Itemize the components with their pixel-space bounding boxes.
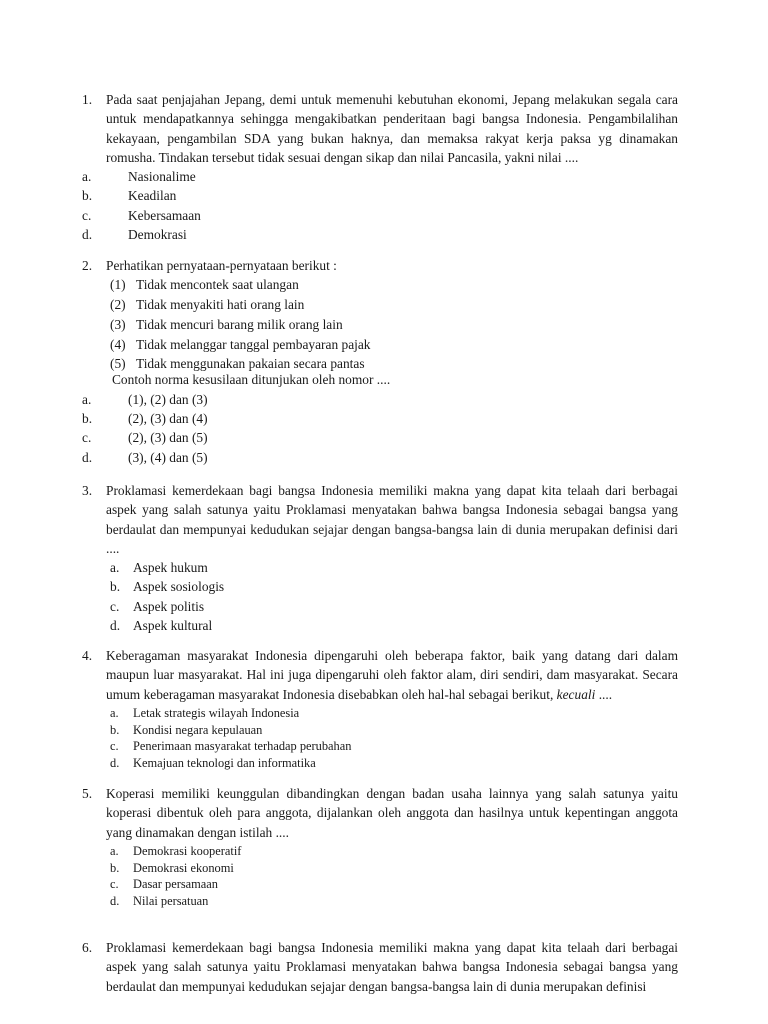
option-list [110, 704, 678, 771]
question-6 [82, 938, 678, 996]
option-letter: b. [82, 188, 93, 204]
statement-number: (4) [110, 336, 126, 352]
option-letter: b. [110, 722, 120, 737]
option-letter: b. [110, 579, 121, 595]
question-number: 6. [82, 940, 93, 955]
option-text: Aspek hukum [133, 560, 208, 576]
question-prompt: Contoh norma kesusilaan ditunjukan oleh nomor .... [112, 372, 391, 388]
statement-number: (5) [110, 356, 126, 372]
option-text: Penerimaan masyarakat terhadap perubahan [133, 739, 352, 754]
option-letter: c. [82, 430, 92, 446]
question-2 [82, 256, 678, 467]
statement-text: Tidak mencontek saat ulangan [136, 277, 299, 293]
option-text: Kebersamaan [128, 207, 201, 223]
option-d [82, 225, 678, 244]
statement-item [82, 315, 678, 335]
option-b [110, 577, 678, 596]
option-letter: a. [110, 843, 119, 858]
question-1 [82, 90, 678, 244]
option-text: Aspek sosiologis [133, 579, 225, 595]
option-list [82, 167, 678, 244]
option-letter: a. [82, 391, 92, 407]
option-letter: a. [82, 169, 92, 185]
option-letter: c. [110, 877, 119, 892]
option-c [110, 597, 678, 616]
option-text: Dasar persamaan [133, 877, 218, 892]
option-a [82, 390, 678, 409]
option-text: Nasionalime [128, 169, 196, 185]
question-4 [82, 646, 678, 771]
option-a [110, 558, 678, 577]
statement-text: Tidak menyakiti hati orang lain [136, 297, 305, 313]
option-letter: c. [82, 207, 92, 223]
question-text: Proklamasi kemerdekaan bagi bangsa Indonesia memiliki makna yang dapat kita telaah dari berbagai aspek yang salah satunya yaitu Proklamasi menyatakan bahwa bangsa Indonesia sebagai bangsa yang berdaulat dan mempunyai kedudukan sejajar dengan bangsa-bangsa lain di dunia merupakan definisi dari .... [106, 483, 678, 556]
question-text [106, 646, 678, 704]
statement-item [82, 275, 678, 295]
option-text: Aspek politis [133, 598, 205, 614]
option-text: Aspek kultural [133, 618, 213, 634]
question-emphasis: kecuali [556, 686, 596, 702]
option-d [110, 616, 678, 635]
statement-list [82, 275, 678, 370]
option-letter: c. [110, 598, 120, 614]
option-letter: c. [110, 739, 119, 754]
question-text: Perhatikan pernyataan-pernyataan berikut : [106, 258, 337, 273]
option-text: Nilai persatuan [133, 894, 209, 909]
option-b [110, 721, 678, 738]
statement-number: (3) [110, 316, 126, 332]
question-3 [82, 481, 678, 635]
option-letter: b. [82, 411, 93, 427]
statement-number: (1) [110, 277, 126, 293]
option-text: Kondisi negara kepulauan [133, 722, 263, 737]
question-number: 5. [82, 786, 93, 801]
statement-number: (2) [110, 297, 126, 313]
option-text: (2), (3) dan (5) [128, 430, 208, 446]
statement-text: Tidak menggunakan pakaian secara pantas [136, 356, 365, 372]
option-text: Demokrasi ekonomi [133, 860, 234, 875]
option-letter: a. [110, 705, 119, 720]
option-letter: d. [110, 618, 121, 634]
option-letter: d. [82, 449, 93, 465]
statement-item [82, 295, 678, 315]
option-a [82, 167, 678, 186]
option-letter: d. [82, 227, 93, 243]
statement-text: Tidak melanggar tanggal pembayaran pajak [136, 336, 371, 352]
question-body: Keberagaman masyarakat Indonesia dipengaruhi oleh beberapa faktor, baik yang datang dari dalam maupun luar masyarakat. Hal ini juga dipengaruhi oleh faktor alam, diri sendiri, dam masyarakat. Secara umum keberagaman masyarakat Indonesia disebabkan oleh hal-hal sebagai berikut, [106, 648, 678, 702]
option-c [110, 737, 678, 754]
option-c [82, 206, 678, 225]
question-number: 3. [82, 483, 93, 498]
option-text: (2), (3) dan (4) [128, 411, 208, 427]
option-b [82, 409, 678, 428]
question-suffix: .... [595, 686, 613, 702]
option-text: Demokrasi kooperatif [133, 843, 242, 858]
option-a [110, 704, 678, 721]
option-letter: a. [110, 560, 120, 576]
option-list [110, 558, 678, 635]
option-letter: d. [110, 756, 120, 771]
statement-item [82, 354, 678, 370]
option-list [110, 842, 678, 909]
option-text: (3), (4) dan (5) [128, 449, 208, 465]
question-5 [82, 784, 678, 909]
option-list [82, 390, 678, 467]
question-number: 1. [82, 92, 93, 107]
option-text: (1), (2) dan (3) [128, 391, 208, 407]
question-text: Proklamasi kemerdekaan bagi bangsa Indonesia memiliki makna yang dapat kita telaah dari berbagai aspek yang salah satunya yaitu Proklamasi menyatakan bahwa bangsa Indonesia sebagai bangsa yang berdaulat dan mempunyai kedudukan sejajar dengan bangsa-bangsa lain di dunia merupakan definisi [106, 940, 678, 994]
option-d [82, 448, 678, 467]
option-letter: d. [110, 894, 120, 909]
option-d [110, 754, 678, 771]
question-text: Koperasi memiliki keunggulan dibandingkan dengan badan usaha lainnya yang salah satunya yaitu koperasi dibentuk oleh para anggota, dijalankan oleh anggota dan hasilnya untuk kepentingan anggota yang dinamakan dengan istilah .... [106, 786, 678, 840]
question-number: 4. [82, 648, 93, 663]
option-c [82, 428, 678, 447]
option-text: Kemajuan teknologi dan informatika [133, 756, 316, 771]
option-d [110, 892, 678, 909]
statement-item [82, 335, 678, 355]
statement-text: Tidak mencuri barang milik orang lain [136, 316, 343, 332]
option-text: Demokrasi [128, 227, 187, 243]
option-c [110, 875, 678, 892]
option-b [82, 186, 678, 205]
option-a [110, 842, 678, 859]
option-text: Letak strategis wilayah Indonesia [133, 705, 300, 720]
option-letter: b. [110, 860, 120, 875]
question-number: 2. [82, 258, 93, 273]
question-text: Pada saat penjajahan Jepang, demi untuk memenuhi kebutuhan ekonomi, Jepang melakukan segala cara untuk mendapatkannya sehingga mengakibatkan penderitaan bagi bangsa Indonesia. Pengambilalihan kekayaan, pengambilan SDA yang bukan haknya, dan memaksa rakyat kerja paksa yg dinamakan romusha. Tindakan tersebut tidak sesuai dengan sikap dan nilai Pancasila, yakni nilai .... [106, 92, 678, 165]
option-b [110, 859, 678, 876]
option-text: Keadilan [128, 188, 177, 204]
